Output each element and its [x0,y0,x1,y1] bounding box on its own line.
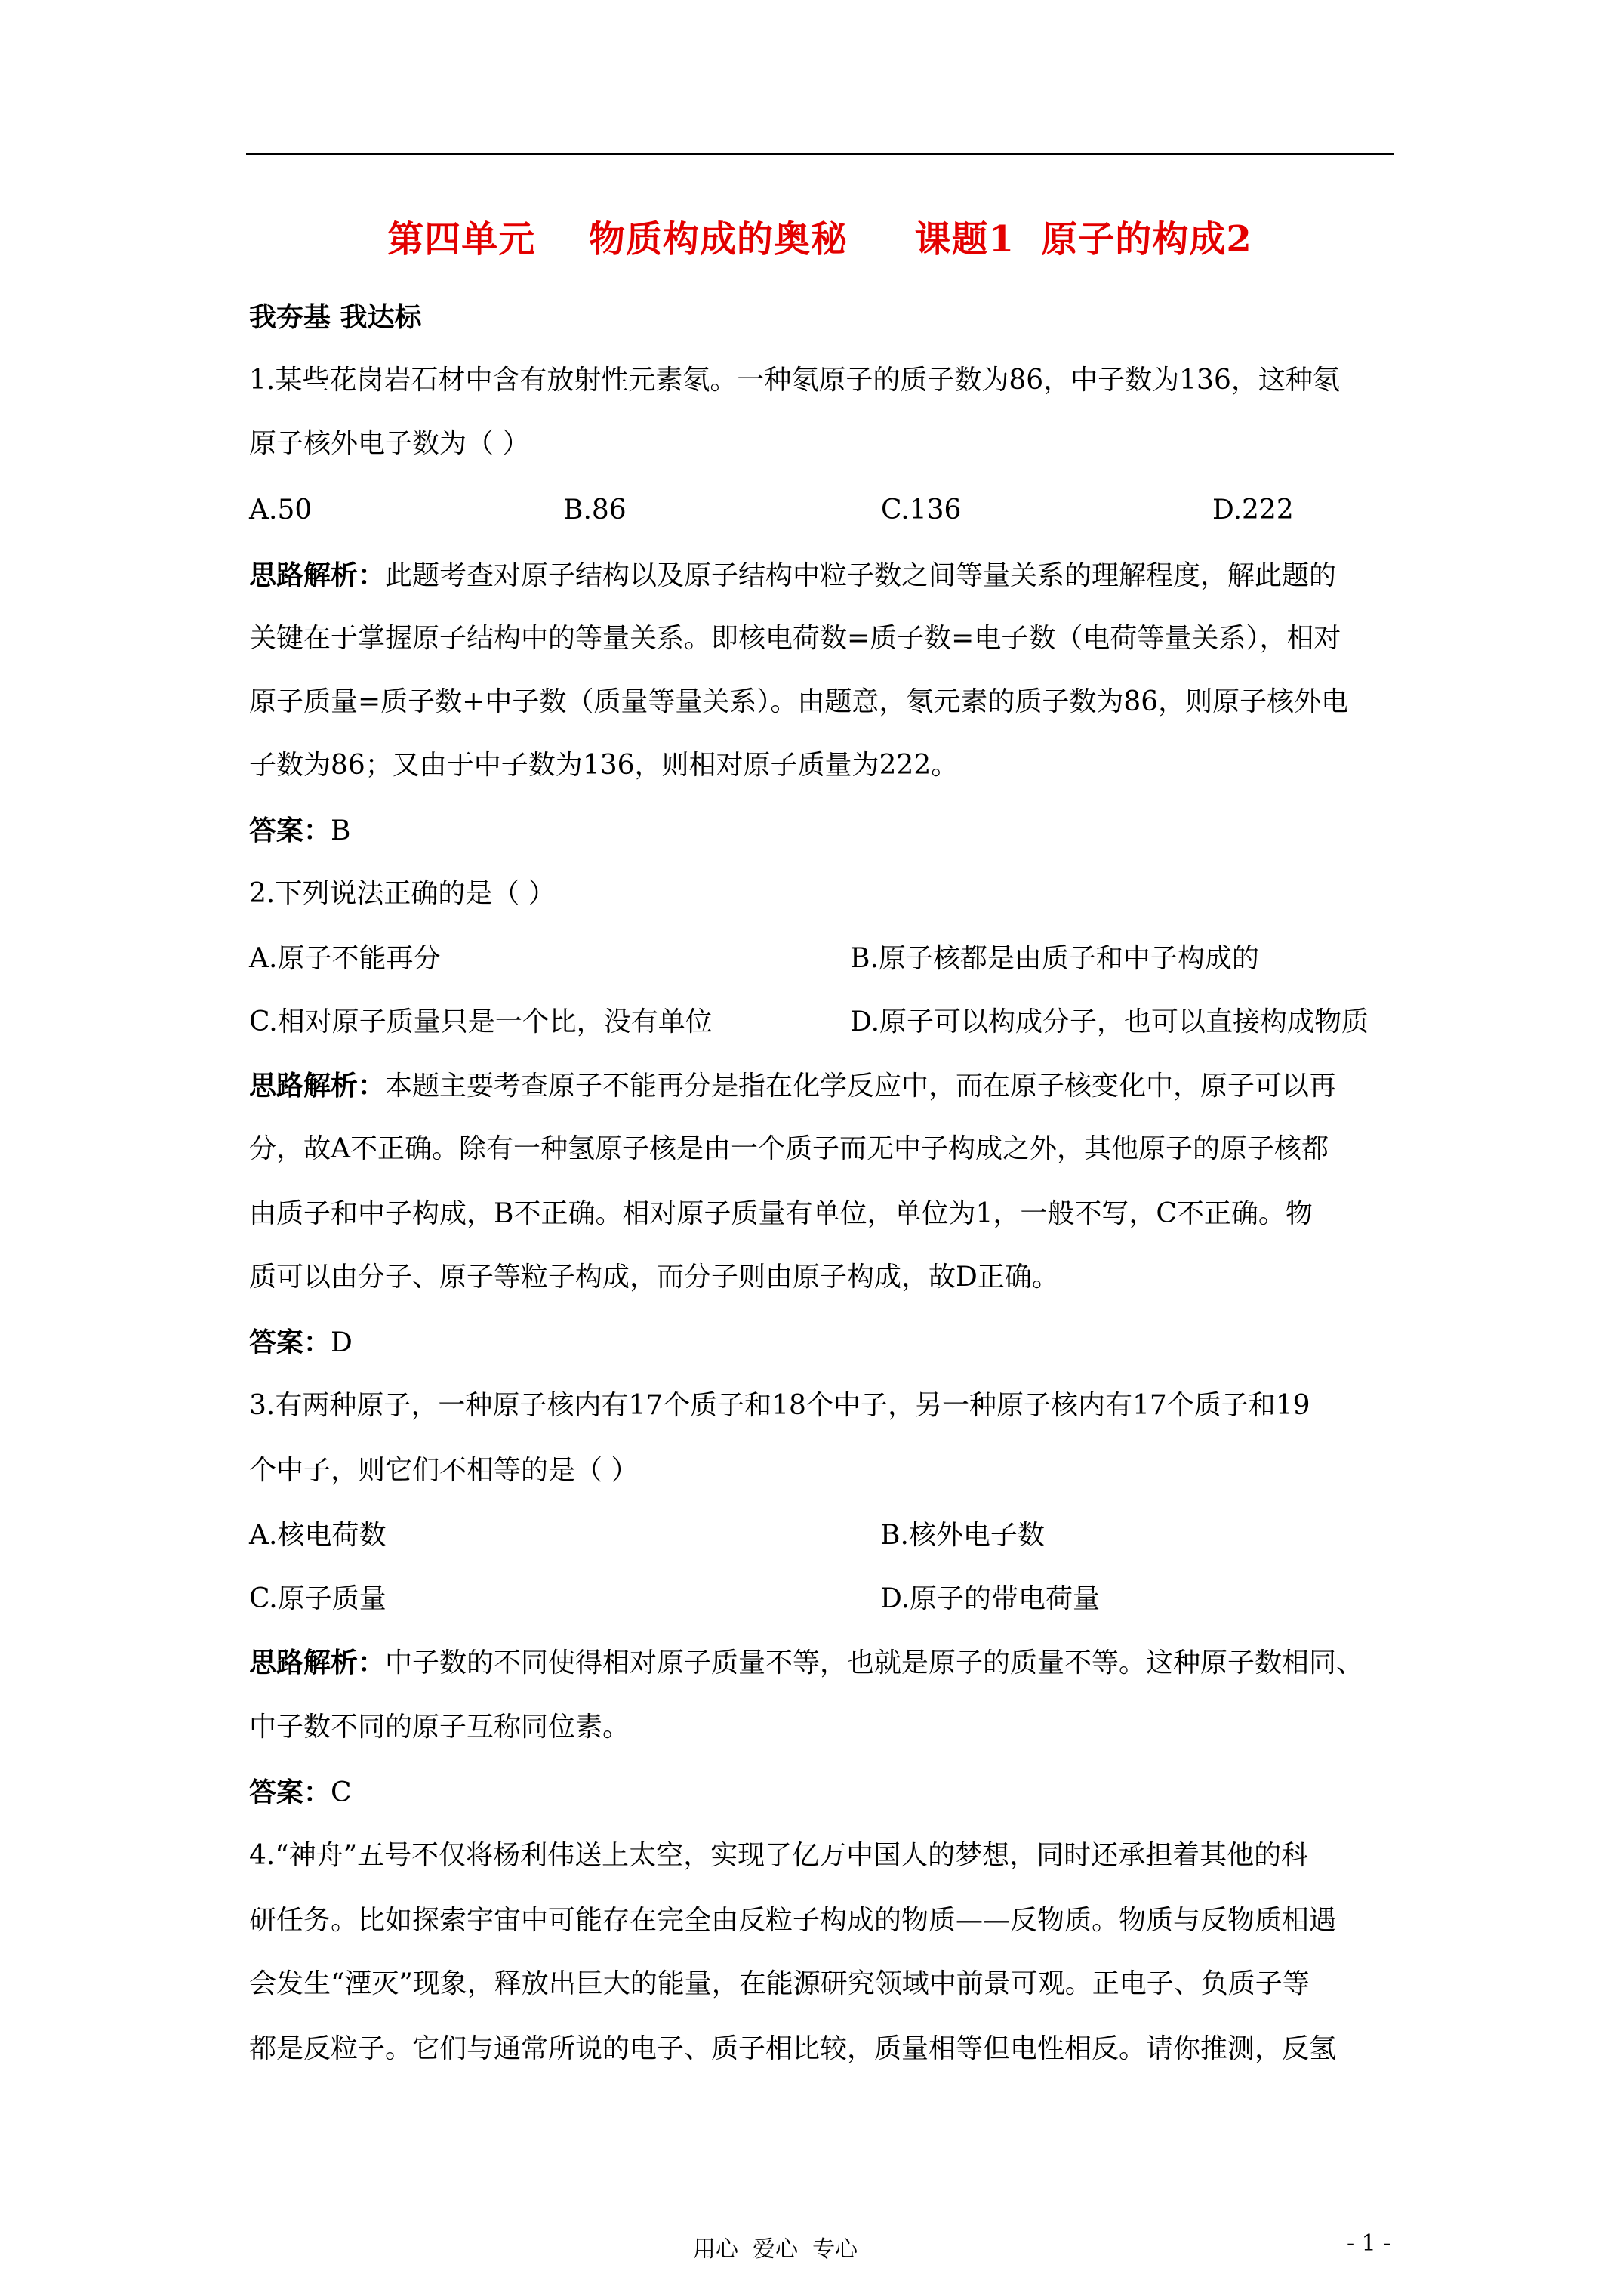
q2-line-1: 2.下列说法正确的是（ ） [249,878,556,909]
page-title: 第四单元 物质构成的奥秘 课题1 原子的构成2 [387,218,1252,260]
q4-line-3: 会发生“湮灭”现象，释放出巨大的能量，在能源研究领域中前景可观。正电子、负质子等 [249,1968,1310,1999]
q4-line-1: 4.“神舟”五号不仅将杨利伟送上太空，实现了亿万中国人的梦想，同时还承担着其他的科 [249,1840,1309,1871]
q1-answer-label: 答案： [249,815,331,846]
q2-option-c: C.相对原子质量只是一个比，没有单位 [249,1006,713,1037]
q2-answer [249,1324,353,1361]
q1-line-1: 1.某些花岗岩石材中含有放射性元素氡。一种氡原子的质子数为86，中子数为136，这种氡 [249,365,1340,396]
q2-option-b: B.原子核都是由质子和中子构成的 [850,943,1259,974]
q1-line-2: 原子核外电子数为（ ） [249,428,530,459]
q3-analysis-line-2: 中子数不同的原子互称同位素。 [249,1712,630,1743]
q3-option-d: D.原子的带电荷量 [880,1583,1101,1614]
q1-analysis-text: 此题考查对原子结构以及原子结构中粒子数之间等量关系的理解程度，解此题的 [385,560,1337,591]
q3-line-2: 个中子，则它们不相等的是（ ） [249,1455,639,1486]
q4-line-2: 研任务。比如探索宇宙中可能存在完全由反粒子构成的物质——反物质。物质与反物质相遇 [249,1905,1337,1936]
q1-analysis-line-3: 原子质量=质子数+中子数（质量等量关系）。由题意，氡元素的质子数为86，则原子核外电 [249,686,1349,717]
q1-option-d: D.222 [1212,495,1294,525]
q1-answer-value: B [331,815,351,846]
q2-answer-label: 答案： [249,1327,331,1358]
q2-analysis-line-1 [249,1068,1336,1105]
q1-analysis-line-2: 关键在于掌握原子结构中的等量关系。即核电荷数=质子数=电子数（电荷等量关系），相对 [249,623,1341,654]
q3-analysis-text: 中子数的不同使得相对原子质量不等，也就是原子的质量不等。这种原子数相同、 [385,1647,1364,1678]
q3-line-1: 3.有两种原子，一种原子核内有17个质子和18个中子，另一种原子核内有17个质子和19 [249,1390,1310,1421]
q3-option-c: C.原子质量 [249,1583,387,1614]
q2-option-a: A.原子不能再分 [249,943,441,974]
q1-analysis-line-4: 子数为86；又由于中子数为136，则相对原子质量为222。 [249,750,959,781]
q2-analysis-line-2: 分，故A不正确。除有一种氢原子核是由一个质子而无中子构成之外，其他原子的原子核都 [249,1133,1329,1164]
q1-analysis-line-1 [249,557,1336,594]
q3-answer-label: 答案： [249,1777,331,1808]
footer-motto: 用心 爱心 专心 [693,2236,858,2263]
q2-analysis-label: 思路解析： [249,1070,386,1102]
q3-answer-value: C [331,1777,352,1808]
q2-analysis-line-3: 由质子和中子构成，B不正确。相对原子质量有单位，单位为1，一般不写，C不正确。物 [249,1198,1313,1229]
q1-analysis-label: 思路解析： [249,559,386,591]
page-number: - 1 - [1347,2230,1391,2257]
q3-option-a: A.核电荷数 [249,1520,387,1551]
q2-option-d: D.原子可以构成分子，也可以直接构成物质 [850,1006,1369,1037]
q4-line-4: 都是反粒子。它们与通常所说的电子、质子相比较，质量相等但电性相反。请你推测，反氢 [249,2033,1337,2064]
section-heading: 我夯基 我达标 [249,301,422,333]
q1-option-c: C.136 [881,495,962,525]
header-rule [246,153,1394,155]
q1-answer [249,812,350,849]
q2-answer-value: D [331,1327,353,1358]
q3-analysis-line-1 [249,1644,1363,1681]
q2-analysis-text: 本题主要考查原子不能再分是指在化学反应中，而在原子核变化中，原子可以再 [385,1071,1337,1102]
q1-option-a: A.50 [249,495,313,525]
q3-option-b: B.核外电子数 [880,1520,1045,1551]
q3-answer [249,1774,352,1811]
q1-option-b: B.86 [563,495,627,525]
q2-analysis-line-4: 质可以由分子、原子等粒子构成，而分子则由原子构成，故D正确。 [249,1262,1059,1293]
q3-analysis-label: 思路解析： [249,1647,386,1678]
